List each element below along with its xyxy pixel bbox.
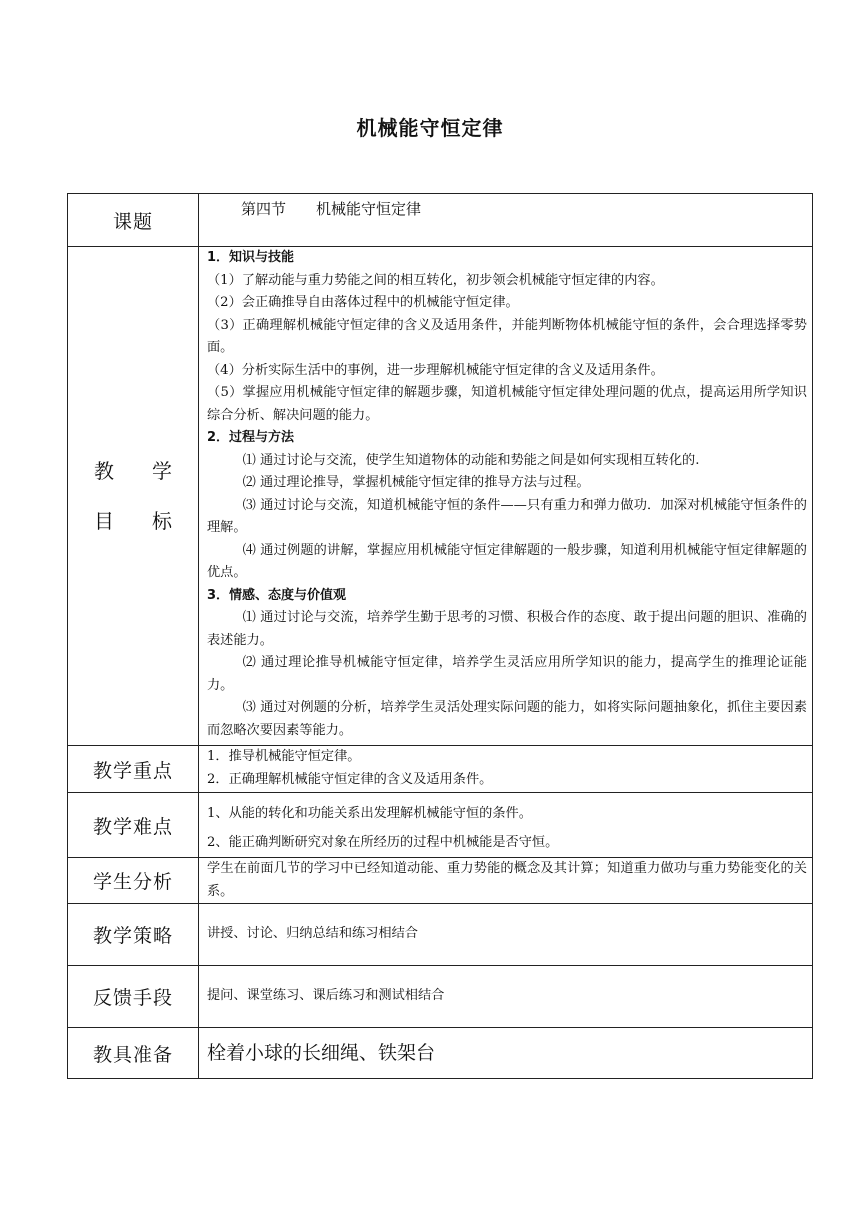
row-topic	[68, 194, 813, 247]
objective-item: ⑴ 通过讨论与交流，培养学生勤于思考的习惯、积极合作的态度、敢于提出问题的胆识、准确的表述能力。	[207, 610, 807, 648]
value-topic: 第四节 机械能守恒定律	[199, 194, 813, 247]
objective-item: ⑶ 通过讨论与交流，知道机械能守恒的条件——只有重力和弹力做功．加深对机械能守恒条件的理解。	[207, 497, 807, 535]
materials-content: 栓着小球的长细绳、铁架台	[199, 1028, 813, 1079]
label-topic: 课题	[68, 194, 199, 247]
list-item: 2、能正确判断研究对象在所经历的过程中机械能是否守恒。	[207, 835, 559, 850]
row-difficulties	[68, 793, 813, 858]
list-item: 2．正确理解机械能守恒定律的含义及适用条件。	[207, 771, 493, 787]
objective-item: ⑴ 通过讨论与交流，使学生知道物体的动能和势能之间是如何实现相互转化的.	[242, 452, 700, 468]
lesson-plan-table	[67, 193, 813, 1079]
feedback-content: 提问、课堂练习、课后练习和测试相结合	[199, 966, 813, 1028]
row-key-points	[68, 746, 813, 793]
row-materials	[68, 1028, 813, 1079]
objective-item: ⑵ 通过理论推导机械能守恒定律，培养学生灵活应用所学知识的能力，提高学生的推理论证能力。	[207, 655, 807, 693]
strategy-content: 讲授、讨论、归纳总结和练习相结合	[199, 904, 813, 966]
document-title: 机械能守恒定律	[356, 116, 504, 140]
row-objectives	[68, 247, 813, 746]
section-heading: 1．知识与技能	[207, 250, 295, 265]
label-difficulties: 教学难点	[68, 793, 199, 858]
objective-item: ⑶ 通过对例题的分析，培养学生灵活处理实际问题的能力，如将实际问题抽象化，抓住主要因素而忽略次要因素等能力。	[207, 700, 807, 738]
objective-item: ⑵ 通过理论推导，掌握机械能守恒定律的推导方法与过程。	[242, 475, 590, 490]
label-strategy: 教学策略	[68, 904, 199, 966]
list-item: 1、从能的转化和功能关系出发理解机械能守恒的条件。	[207, 806, 532, 821]
label-key-points: 教学重点	[68, 746, 199, 793]
label-student-analysis: 学生分析	[68, 858, 199, 904]
objective-item: （3）正确理解机械能守恒定律的含义及适用条件，并能判断物体机械能守恒的条件，会合理选择零势面。	[207, 317, 807, 355]
section-heading: 2．过程与方法	[207, 430, 295, 445]
row-student-analysis	[68, 858, 813, 904]
objective-item: （4）分析实际生活中的事例，进一步理解机械能守恒定律的含义及适用条件。	[207, 362, 664, 378]
label-feedback: 反馈手段	[68, 966, 199, 1028]
list-item: 1．推导机械能守恒定律。	[207, 749, 361, 764]
key-points-content	[199, 746, 813, 793]
student-analysis-content: 学生在前面几节的学习中已经知道动能、重力势能的概念及其计算；知道重力做功与重力势能变化的关系。	[199, 858, 813, 904]
objectives-content	[199, 247, 813, 746]
row-feedback	[68, 966, 813, 1028]
objective-item: （5）掌握应用机械能守恒定律的解题步骤，知道机械能守恒定律处理问题的优点，提高运用所学知识综合分析、解决问题的能力。	[207, 385, 807, 423]
section-heading: 3．情感、态度与价值观	[207, 587, 347, 603]
label-materials: 教具准备	[68, 1028, 199, 1079]
objective-item: （1）了解动能与重力势能之间的相互转化，初步领会机械能守恒定律的内容。	[207, 272, 664, 288]
objective-item: ⑷ 通过例题的讲解，掌握应用机械能守恒定律解题的一般步骤，知道利用机械能守恒定律解题的优点。	[207, 542, 807, 580]
row-strategy	[68, 904, 813, 966]
objective-item: （2）会正确推导自由落体过程中的机械能守恒定律。	[207, 295, 519, 310]
label-objectives: 教 学 目 标	[68, 247, 199, 746]
difficulties-content	[199, 793, 813, 858]
